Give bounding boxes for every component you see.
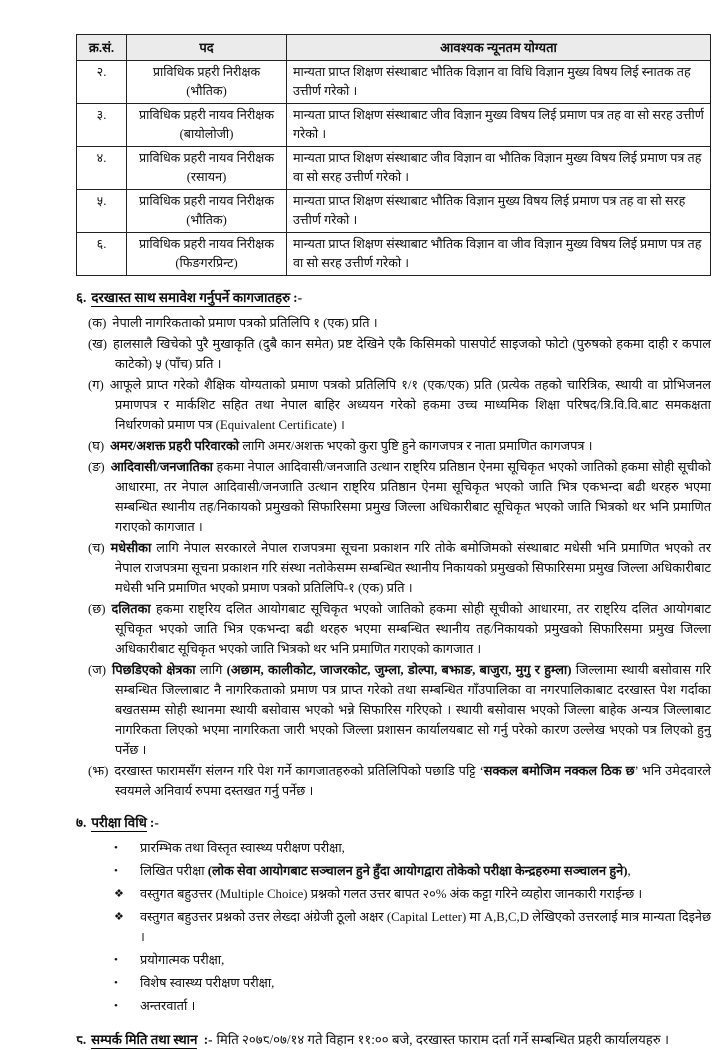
- row-post-name: प्राविधिक प्रहरी नायव निरीक्षक: [138, 151, 274, 165]
- text-segment: विशेष स्वास्थ्य परीक्षण परीक्षा,: [140, 976, 275, 990]
- bold-text-segment: पिछडिएको क्षेत्रका: [112, 663, 196, 677]
- text-segment: प्रारम्भिक तथा विस्तृत स्वास्थ्य परीक्षण परीक्षा,: [140, 841, 345, 855]
- row-post-specialty: (भौतिक): [186, 84, 227, 98]
- row-qualification: मान्यता प्राप्त शिक्षण संस्थाबाट भौतिक विज्ञान मुख्य विषय लिई प्रमाण पत्र तह वा सो सरह उत्तीर्ण गरेको ।: [287, 190, 711, 233]
- row-post: [127, 61, 287, 104]
- col-header-post: पद: [127, 35, 287, 61]
- item-text: [140, 996, 711, 1016]
- bold-text-segment: (अछाम, कालीकोट, जाजरकोट, जुम्ला, डोल्पा, बझाङ, बाजुरा, मुगु र हुम्ला): [226, 663, 572, 677]
- section-title: दरखास्त साथ समावेश गर्नुपर्ने कागजातहरु: [91, 290, 291, 305]
- round-bullet-icon: •: [114, 865, 118, 877]
- table-row: [77, 61, 711, 104]
- row-post: [127, 233, 287, 276]
- item-text: [140, 884, 711, 904]
- row-post-name: प्राविधिक प्रहरी नायव निरीक्षक: [138, 237, 274, 251]
- item-label: (ग): [88, 378, 104, 392]
- row-post-specialty: (फिङगरप्रिन्ट): [175, 256, 238, 270]
- document-list-item: [88, 599, 711, 659]
- row-post-specialty: (रसायन): [186, 170, 227, 184]
- bold-text-segment: मधेसीका: [110, 541, 152, 555]
- row-qualification: मान्यता प्राप्त शिक्षण संस्थाबाट भौतिक विज्ञान वा जीव विज्ञान मुख्य विषय लिई प्रमाण पत्र तह वा सो सरह उत्तीर्ण गरेको ।: [287, 233, 711, 276]
- row-post-specialty: (बायोलोजी): [179, 127, 234, 141]
- col-header-qualification: आवश्यक न्यूनतम योग्यता: [287, 35, 711, 61]
- document-list-item: [88, 375, 711, 435]
- exam-section-heading: [76, 812, 711, 833]
- text-segment: हालसालै खिचेको पुरै मुखाकृति (दुबै कान समेत) प्रष्ट देखिने एकै किसिमको पासपोर्ट साइजको फोटो (पुरुषको हकमा दाही र कपाल काटेको) ५ (पाँच) प्रति ।: [113, 337, 711, 371]
- col-header-sn: क्र.सं.: [77, 35, 127, 61]
- item-label: (ज): [88, 663, 107, 677]
- table-row: [77, 190, 711, 233]
- round-bullet-icon: •: [114, 842, 118, 854]
- row-qualification: मान्यता प्राप्त शिक्षण संस्थाबाट जीव विज्ञान वा भौतिक विज्ञान मुख्य विषय लिई प्रमाण पत्र तह वा सो सरह उत्तीर्ण गरेको ।: [287, 147, 711, 190]
- text-segment: लागि अमर/अशक्त भएको कुरा पुष्टि हुने कागजपत्र र नाता प्रमाणित कागजपत्र ।: [239, 439, 593, 453]
- section-separator: :-: [293, 290, 303, 305]
- item-text: [114, 764, 711, 798]
- section-separator: :-: [149, 815, 159, 830]
- item-text: [112, 663, 711, 757]
- item-text: [113, 337, 711, 371]
- exam-list-item: [114, 861, 711, 881]
- document-list-item: [88, 457, 711, 537]
- bold-text-segment: सक्कल बमोजिम नक्कल ठिक छ: [483, 764, 635, 778]
- document-list-item: [88, 313, 711, 333]
- item-text: [140, 838, 711, 858]
- round-bullet-icon: •: [114, 954, 118, 966]
- exam-list: [114, 838, 711, 1016]
- item-text: [110, 378, 711, 432]
- item-text: [111, 541, 711, 595]
- text-segment: जिल्लामा स्थायी बसोवास गरि सम्बन्धित जिल्लाबाट नै नागरिकताको प्रमाण पत्र प्राप्त गरेको तथा सम्बन्धित गाँउपालिका वा नगरपालिकाबाट दरखास्त पेश गर्दाका बखतसम्म सोही स्थानमा स्थायी बसोवास भएको भन्ने सिफारिस गरिएको । स्थायी बसोवास भएको जिल्ला बाहेक अन्यत्र जिल्लाबाट नागरिकता लिएको भएमा नागरिकता जारी भएको जिल्ला प्रशासन कार्यालयबाट सो गर्नु परेको कारण उल्लेख भएको पत्र लिएको हुनु पर्नेछ ।: [115, 663, 711, 757]
- item-text: [140, 907, 711, 947]
- exam-list-item: [114, 950, 711, 970]
- item-text: [140, 950, 711, 970]
- table-row: [77, 104, 711, 147]
- documents-section: [76, 287, 711, 801]
- document-list-item: [88, 436, 711, 456]
- item-text: [140, 861, 711, 881]
- item-label: (च): [88, 541, 105, 555]
- text-segment: लागि: [195, 663, 227, 677]
- row-serial-number: ६.: [77, 233, 127, 276]
- bold-text-segment: दलितका: [111, 602, 151, 616]
- text-segment: हकमा नेपाल आदिवासी/जनजाति उत्थान राष्ट्रिय प्रतिष्ठान ऐनमा सूचिकृत भएको जातिको हकमा सोही सूचीको आधारमा, तर नेपाल आदिवासी/जनजाति उत्थान राष्ट्रिय प्रतिष्ठान ऐनमा सूचिकृत भएको जाति भित्र एकभन्दा बढी थरहरु भएमा सम्बन्धित स्थानीय तह/निकायको प्रमुखको सिफारिसमा प्रमुख जिल्ला अधिकारीबाट सूचिकृत भएको जाति भित्रको थर भनि प्रमाणित गराएको कागजात ।: [115, 460, 711, 534]
- exam-list-item: [114, 973, 711, 993]
- row-post-name: प्राविधिक प्रहरी नायव निरीक्षक: [138, 194, 274, 208]
- item-label: (ङ): [88, 460, 105, 474]
- section-title: सम्पर्क मिति तथा स्थान: [91, 1032, 198, 1047]
- exam-section: [76, 812, 711, 1016]
- text-segment: ’ भनि उमेदवारले स्वयमले अनिवार्य रुपमा दस्तखत गर्नु पर्नेछ ।: [115, 764, 711, 798]
- row-post-specialty: (भौतिक): [186, 213, 227, 227]
- documents-list: [88, 313, 711, 801]
- row-post: [127, 104, 287, 147]
- bold-text-segment: आदिवासी/जनजातिका: [110, 460, 213, 474]
- round-bullet-icon: •: [114, 1000, 118, 1012]
- exam-list-item: [114, 838, 711, 858]
- text-segment: लिखित परीक्षा: [140, 864, 208, 878]
- item-text: [111, 460, 711, 534]
- row-post-name: प्राविधिक प्रहरी निरीक्षक: [152, 65, 261, 79]
- text-segment: नेपाली नागरिकताको प्रमाण पत्रको प्रतिलिपि १ (एक) प्रति ।: [112, 316, 378, 330]
- document-list-item: [88, 761, 711, 801]
- section-number: ८.: [76, 1032, 87, 1047]
- item-label: (घ): [88, 439, 105, 453]
- exam-list-item: [114, 907, 711, 947]
- row-post: [127, 190, 287, 233]
- row-serial-number: २.: [77, 61, 127, 104]
- text-segment: ,: [627, 864, 631, 878]
- text-segment: प्रयोगात्मक परीक्षा,: [140, 953, 225, 967]
- section-number: ७.: [76, 815, 87, 830]
- round-bullet-icon: •: [114, 977, 118, 989]
- document-list-item: [88, 660, 711, 760]
- row-serial-number: ४.: [77, 147, 127, 190]
- row-qualification: मान्यता प्राप्त शिक्षण संस्थाबाट भौतिक विज्ञान वा विधि विज्ञान मुख्य विषय लिई स्नातक तह उत्तीर्ण गरेको ।: [287, 61, 711, 104]
- diamond-bullet-icon: ❖: [114, 911, 124, 923]
- table-row: [77, 147, 711, 190]
- exam-list-item: [114, 884, 711, 904]
- row-post-name: प्राविधिक प्रहरी नायव निरीक्षक: [138, 108, 274, 122]
- bold-text-segment: (लोक सेवा आयोगबाट सञ्चालन हुने हुँदा आयोगद्वारा तोकेको परीक्षा केन्द्रहरुमा सञ्चालन हुने): [207, 864, 628, 878]
- exam-list-item: [114, 996, 711, 1016]
- item-label: (ख): [88, 337, 107, 351]
- document-list-item: [88, 538, 711, 598]
- item-text: [140, 973, 711, 993]
- documents-section-heading: [76, 287, 711, 308]
- text-segment: मिति २०७८/०७/१४ गते विहान ११:०० बजे, दरखास्त फाराम दर्ता गर्ने सम्बन्धित प्रहरी कार्यालयहरु ।: [216, 1032, 669, 1047]
- text-segment: वस्तुगत बहुउत्तर (Multiple Choice) प्रश्नको गलत उत्तर बापत २०% अंक कट्टा गरिने व्यहोरा जानकारी गराईन्छ ।: [140, 887, 643, 901]
- bold-text-segment: अमर/अशक्त प्रहरी परिवारको: [110, 439, 240, 453]
- row-serial-number: ३.: [77, 104, 127, 147]
- section-number: ६.: [76, 290, 87, 305]
- item-label: (छ): [88, 602, 106, 616]
- table-header-row: [77, 35, 711, 61]
- item-label: (झ): [88, 764, 109, 778]
- text-segment: आफूले प्राप्त गरेको शैक्षिक योग्यताको प्रमाण पत्रको प्रतिलिपि १/१ (एक/एक) प्रति (प्रत्येक तहको चारित्रिक, स्थायी वा प्रोभिजनल प्रमाणपत्र र मार्कशिट सहित तथा नेपाल बाहिर अध्ययन गरेको हकमा उच्च माध्यमिक शिक्षा परिषद/त्रि.वि.वि.बाट समकक्षता निर्धारणको प्रमाण पत्र (Equivalent Certificate) ।: [109, 378, 711, 432]
- contact-text: [217, 1032, 669, 1047]
- diamond-bullet-icon: ❖: [114, 888, 124, 900]
- section-separator: :-: [203, 1032, 213, 1047]
- item-text: [112, 316, 377, 330]
- contact-section: [76, 1029, 711, 1050]
- item-text: [112, 602, 712, 656]
- text-segment: अन्तरवार्ता ।: [140, 999, 196, 1013]
- row-post: [127, 147, 287, 190]
- item-text: [110, 439, 592, 453]
- row-serial-number: ५.: [77, 190, 127, 233]
- text-segment: दरखास्त फारामसँग संलग्न गरि पेश गर्ने कागजातहरुको प्रतिलिपिको पछाडि पट्टि ‘: [114, 764, 484, 778]
- text-segment: लागि नेपाल सरकारले नेपाल राजपत्रमा सूचना प्रकाशन गरि तोके बमोजिमको संस्थाबाट मधेसी भनि प्रमाणित भएको तर नेपाल राजपत्रमा सूचना प्रकाशन गरि संस्था नतोकेसम्म सम्बन्धित स्थानीय निकायको प्रमुखको सिफारिसमा प्रमुख जिल्ला अधिकारीबाट मधेसी भनि प्रमाणित भएको प्रमाण पत्रको प्रतिलिपि-१ (एक) प्रति ।: [115, 541, 711, 595]
- qualification-table-body: [77, 61, 711, 276]
- item-label: (क): [88, 316, 107, 330]
- document-list-item: [88, 334, 711, 374]
- text-segment: वस्तुगत बहुउत्तर प्रश्नको उत्तर लेख्दा अंग्रेजी ठूलो अक्षर (Capital Letter) मा A,B,C,D लेखिएको उत्तरलाई मात्र मान्यता दिइनेछ ।: [140, 910, 711, 944]
- section-title: परीक्षा विधि: [91, 815, 147, 830]
- text-segment: हकमा राष्ट्रिय दलित आयोगबाट सूचिकृत भएको जातिको हकमा सोही सूचीको आधारमा, तर राष्ट्रिय दलित आयोगबाट सूचिकृत भएको जाति भित्र एकभन्दा बढी थरहरु भएमा सम्बन्धित स्थानीय तह/निकायको प्रमुखको सिफारिसमा प्रमुख जिल्ला अधिकारीबाट सूचिकृत भएको जाति भित्रको थर भनि प्रमाणित गराएको कागजात ।: [115, 602, 711, 656]
- row-qualification: मान्यता प्राप्त शिक्षण संस्थाबाट जीव विज्ञान मुख्य विषय लिई प्रमाण पत्र तह वा सो सरह उत्तीर्ण गरेको ।: [287, 104, 711, 147]
- table-row: [77, 233, 711, 276]
- qualification-table: [76, 34, 711, 276]
